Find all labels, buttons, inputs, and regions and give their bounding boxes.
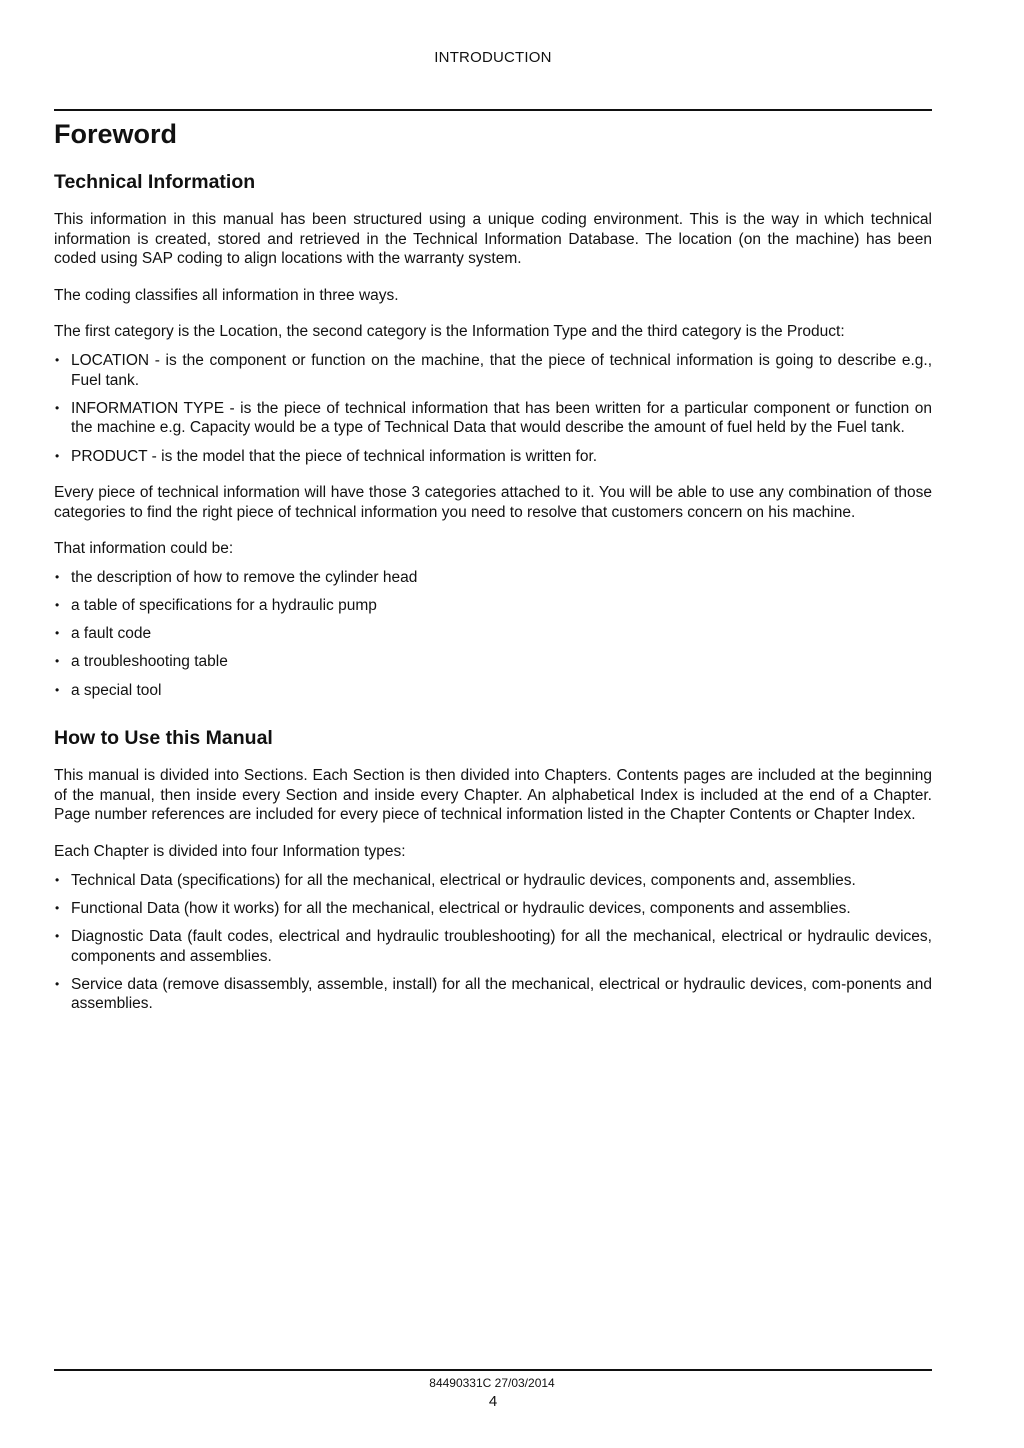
page-number: 4: [488, 1393, 498, 1410]
running-header: INTRODUCTION: [434, 49, 552, 66]
list-item: • INFORMATION TYPE - is the piece of technical information that has been written for a particular component or function on the machine e.g. Capacity would be a type of Technical Data that would describe the amount of fuel held by the Fuel tank.: [54, 399, 932, 438]
list-item: • Functional Data (how it works) for all the mechanical, electrical or hydraulic devices, components and assemblies.: [54, 899, 932, 919]
page-content: [54, 109, 932, 1023]
list-item: • Service data (remove disassembly, assemble, install) for all the mechanical, electrical or hydraulic devices, com-ponents and assemblies.: [54, 975, 932, 1014]
paragraph-information-could-be: That information could be:: [54, 540, 234, 558]
information-type-list: [54, 871, 932, 1014]
list-item: • LOCATION - is the component or function on the machine, that the piece of technical information is going to describe e.g., Fuel tank.: [54, 351, 932, 390]
paragraph-coding-environment: This information in this manual has been structured using a unique coding environment. This is the way in which technical information is created, stored and retrieved in the Technical Information Database. The location (on the machine) has been coded using SAP coding to align locations with the warranty system.: [54, 211, 932, 268]
header-divider: [54, 109, 932, 111]
list-item: • PRODUCT - is the model that the piece of technical information is written for.: [54, 447, 932, 467]
list-item: • Diagnostic Data (fault codes, electrical and hydraulic troubleshooting) for all the mechanical, electrical or hydraulic devices, components and assemblies.: [54, 927, 932, 966]
footer-divider: [54, 1369, 932, 1371]
list-item: • a fault code: [54, 624, 932, 644]
list-item: • a table of specifications for a hydraulic pump: [54, 596, 932, 616]
paragraph-four-types-intro: Each Chapter is divided into four Information types:: [54, 843, 406, 861]
list-item: • a troubleshooting table: [54, 652, 932, 672]
paragraph-categories-intro: The first category is the Location, the second category is the Information Type and the third category is the Product:: [54, 323, 845, 341]
section-heading-technical-information: Technical Information: [54, 171, 256, 193]
list-item: • a special tool: [54, 681, 932, 701]
paragraph-manual-divided: This manual is divided into Sections. Each Section is then divided into Chapters. Contents pages are included at the beginning of the manual, then inside every Section and inside every Chapter. An alphabetical Index is included at the end of a Chapter. Page number references are included for every piece of technical information listed in the Chapter Contents or Chapter Index.: [54, 767, 932, 824]
paragraph-coding-classifies: The coding classifies all information in three ways.: [54, 286, 399, 304]
list-item: • Technical Data (specifications) for all the mechanical, electrical or hydraulic devices, components and, assemblies.: [54, 871, 932, 891]
category-list: [54, 351, 932, 466]
document-id: 84490331C 27/03/2014: [429, 1376, 555, 1390]
page-title: Foreword: [54, 119, 178, 149]
section-heading-how-to-use: How to Use this Manual: [54, 727, 273, 750]
example-list: [54, 568, 932, 700]
paragraph-every-piece: Every piece of technical information will have those 3 categories attached to it. You will be able to use any combination of those categories to find the right piece of technical information you need to resolve that customers concern on his machine.: [54, 484, 932, 521]
page-footer: [54, 1369, 932, 1410]
list-item: • the description of how to remove the cylinder head: [54, 568, 932, 588]
